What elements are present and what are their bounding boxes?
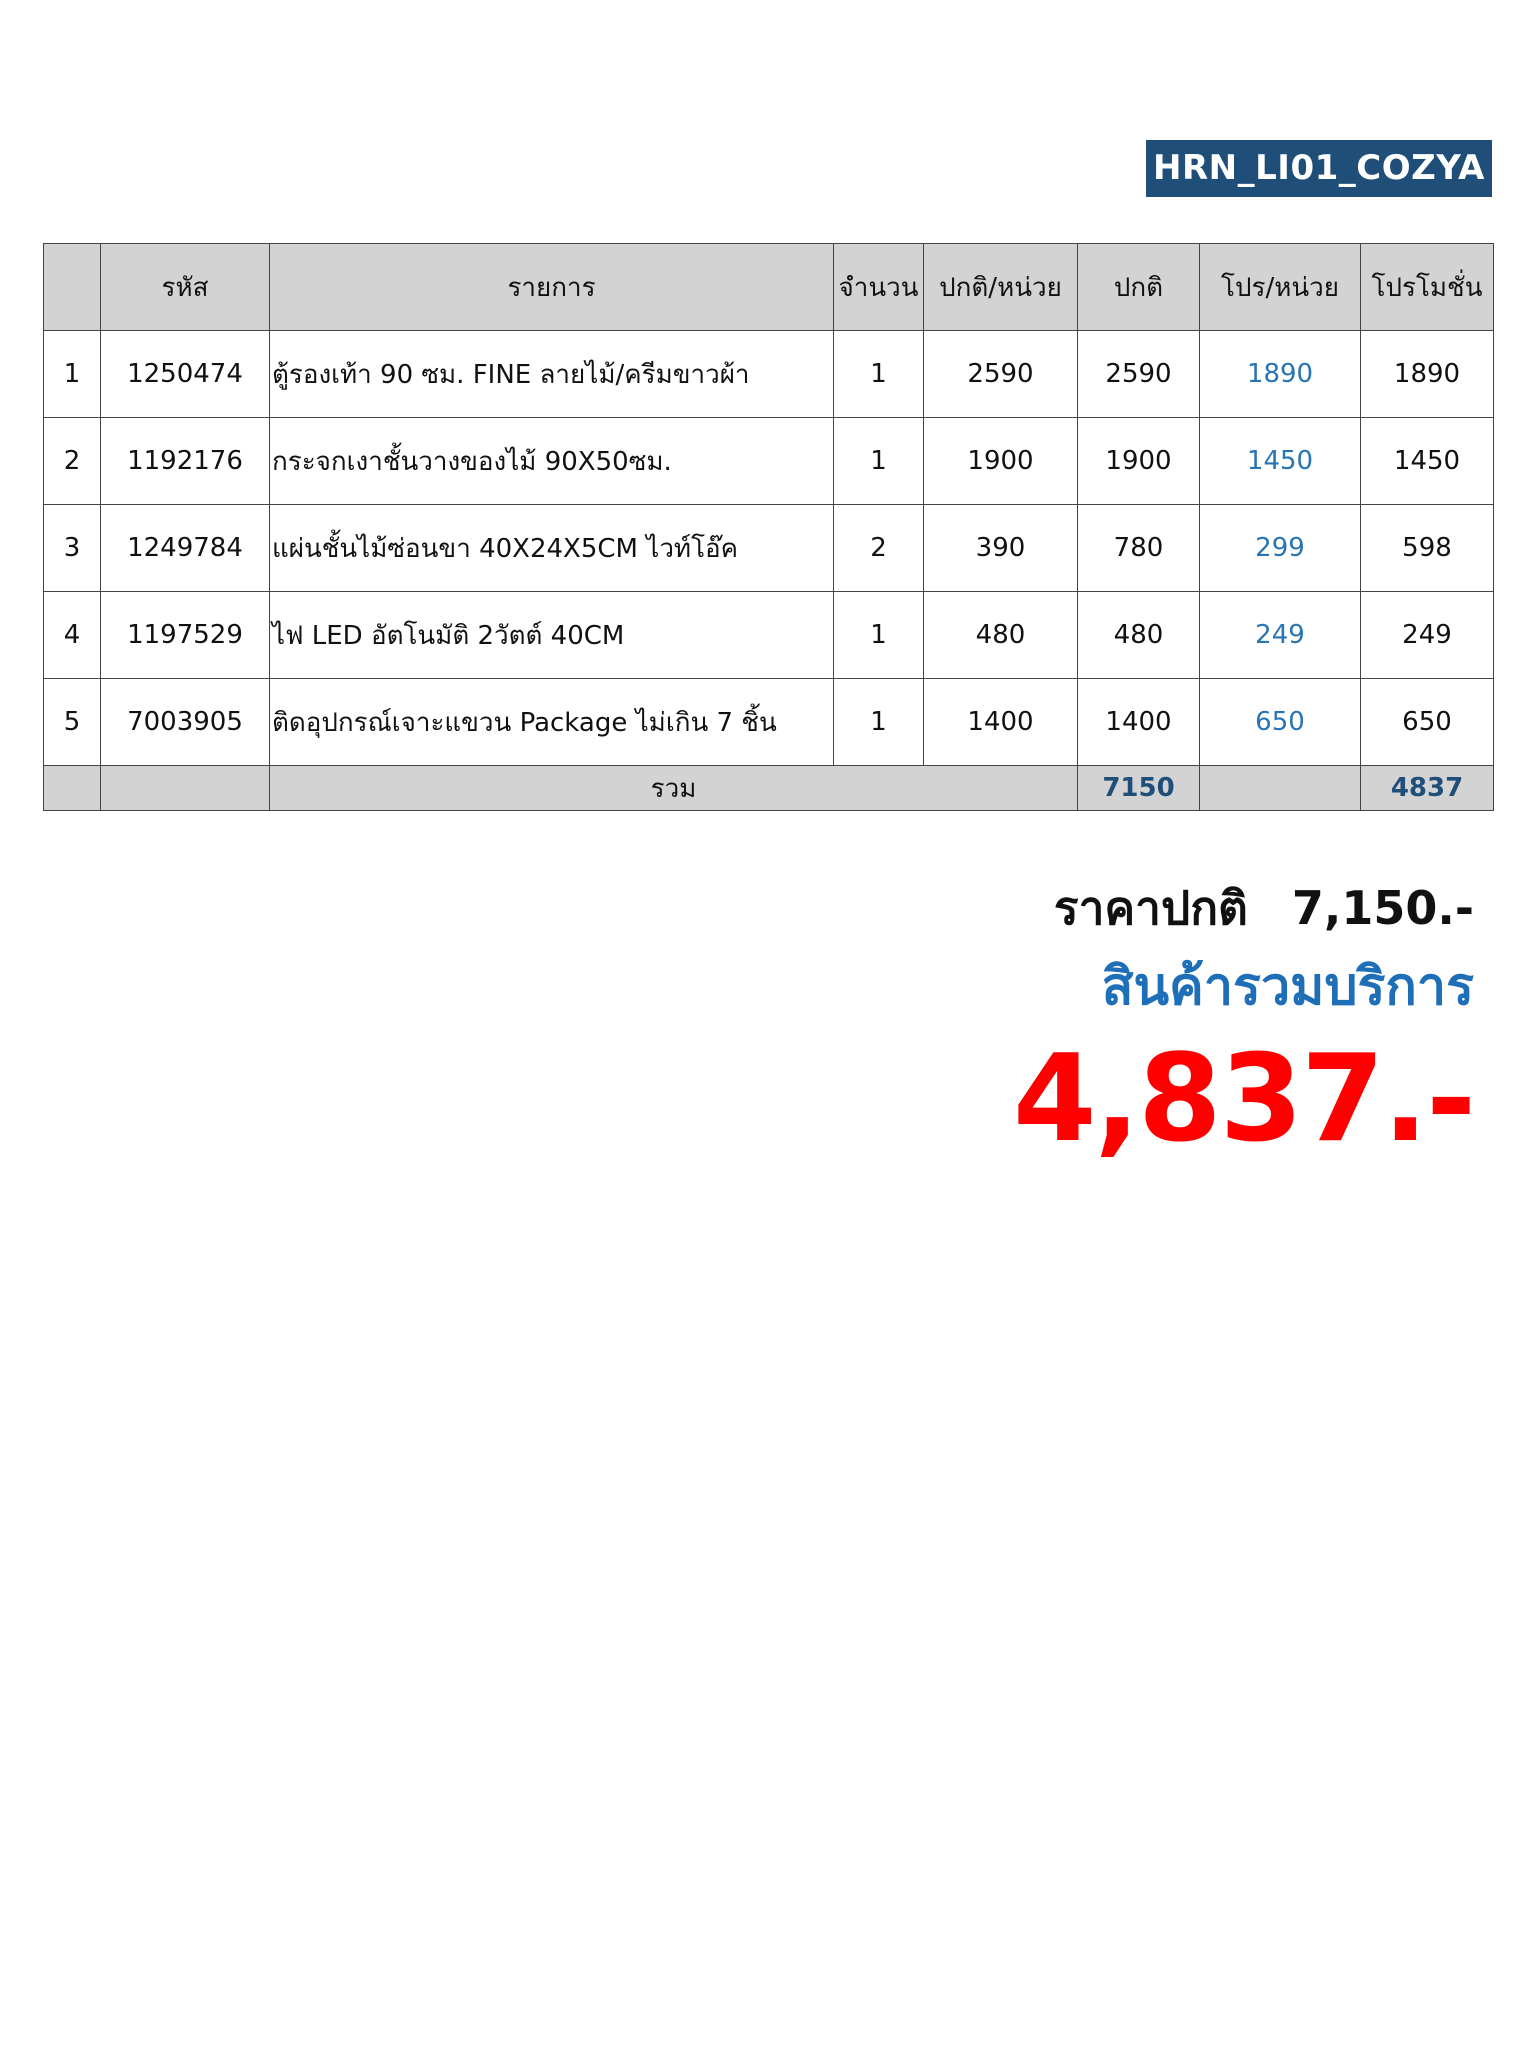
row-item-name: กระจกเงาชั้นวางของไม้ 90X50ซม. bbox=[270, 418, 834, 505]
row-code: 7003905 bbox=[101, 679, 270, 766]
table-header-row bbox=[44, 244, 1494, 331]
table-row bbox=[44, 418, 1494, 505]
header-item: รายการ bbox=[270, 244, 834, 331]
row-unit-price: 390 bbox=[924, 505, 1078, 592]
promotion-total: 4837 bbox=[1361, 766, 1494, 811]
total-label: รวม bbox=[270, 766, 1078, 811]
header-promotion: โปรโมชั่น bbox=[1361, 244, 1494, 331]
table-row bbox=[44, 592, 1494, 679]
row-normal-price: 480 bbox=[1078, 592, 1200, 679]
row-promo-unit: 299 bbox=[1200, 505, 1361, 592]
header-normal-price: ปกติ bbox=[1078, 244, 1200, 331]
row-promotion: 1890 bbox=[1361, 331, 1494, 418]
table-total-row bbox=[44, 766, 1494, 811]
header-quantity: จำนวน bbox=[834, 244, 924, 331]
row-promotion: 249 bbox=[1361, 592, 1494, 679]
row-code: 1192176 bbox=[101, 418, 270, 505]
row-promo-unit: 1450 bbox=[1200, 418, 1361, 505]
row-quantity: 1 bbox=[834, 418, 924, 505]
row-index: 1 bbox=[44, 331, 101, 418]
row-item-name: แผ่นชั้นไม้ซ่อนขา 40X24X5CM ไวท์โอ๊ค bbox=[270, 505, 834, 592]
row-item-name: ติดอุปกรณ์เจาะแขวน Package ไม่เกิน 7 ชิ้น bbox=[270, 679, 834, 766]
row-normal-price: 2590 bbox=[1078, 331, 1200, 418]
row-promo-unit: 249 bbox=[1200, 592, 1361, 679]
row-index: 4 bbox=[44, 592, 101, 679]
row-index: 5 bbox=[44, 679, 101, 766]
row-unit-price: 2590 bbox=[924, 331, 1078, 418]
row-normal-price: 1900 bbox=[1078, 418, 1200, 505]
row-unit-price: 480 bbox=[924, 592, 1078, 679]
row-quantity: 1 bbox=[834, 331, 924, 418]
service-included-label: สินค้ารวมบริการ bbox=[1101, 957, 1474, 1017]
row-code: 1250474 bbox=[101, 331, 270, 418]
header-promo-unit: โปร/หน่วย bbox=[1200, 244, 1361, 331]
row-code: 1197529 bbox=[101, 592, 270, 679]
row-promo-unit: 1890 bbox=[1200, 331, 1361, 418]
normal-total: 7150 bbox=[1078, 766, 1200, 811]
row-item-name: ไฟ LED อัตโนมัติ 2วัตต์ 40CM bbox=[270, 592, 834, 679]
header-unit-price: ปกติ/หน่วย bbox=[924, 244, 1078, 331]
total-empty-cell bbox=[44, 766, 101, 811]
row-index: 2 bbox=[44, 418, 101, 505]
row-promotion: 1450 bbox=[1361, 418, 1494, 505]
row-promotion: 650 bbox=[1361, 679, 1494, 766]
row-normal-price: 1400 bbox=[1078, 679, 1200, 766]
row-unit-price: 1900 bbox=[924, 418, 1078, 505]
row-quantity: 2 bbox=[834, 505, 924, 592]
row-unit-price: 1400 bbox=[924, 679, 1078, 766]
items-table bbox=[43, 243, 1494, 811]
row-normal-price: 780 bbox=[1078, 505, 1200, 592]
normal-price-summary bbox=[1054, 872, 1474, 945]
total-empty-cell bbox=[101, 766, 270, 811]
final-price: 4,837.- bbox=[1013, 1030, 1474, 1169]
table-row bbox=[44, 505, 1494, 592]
row-item-name: ตู้รองเท้า 90 ซม. FINE ลายไม้/ครีมขาวผ้า bbox=[270, 331, 834, 418]
product-code-badge: HRN_LI01_COZYA bbox=[1146, 140, 1492, 197]
row-index: 3 bbox=[44, 505, 101, 592]
row-quantity: 1 bbox=[834, 592, 924, 679]
row-quantity: 1 bbox=[834, 679, 924, 766]
header-code: รหัส bbox=[101, 244, 270, 331]
row-code: 1249784 bbox=[101, 505, 270, 592]
row-promotion: 598 bbox=[1361, 505, 1494, 592]
table-row bbox=[44, 331, 1494, 418]
row-promo-unit: 650 bbox=[1200, 679, 1361, 766]
table-row bbox=[44, 679, 1494, 766]
normal-price-label: ราคาปกติ bbox=[1053, 881, 1248, 935]
total-empty-cell bbox=[1200, 766, 1361, 811]
normal-price-value: 7,150.- bbox=[1291, 881, 1474, 935]
header-index bbox=[44, 244, 101, 331]
